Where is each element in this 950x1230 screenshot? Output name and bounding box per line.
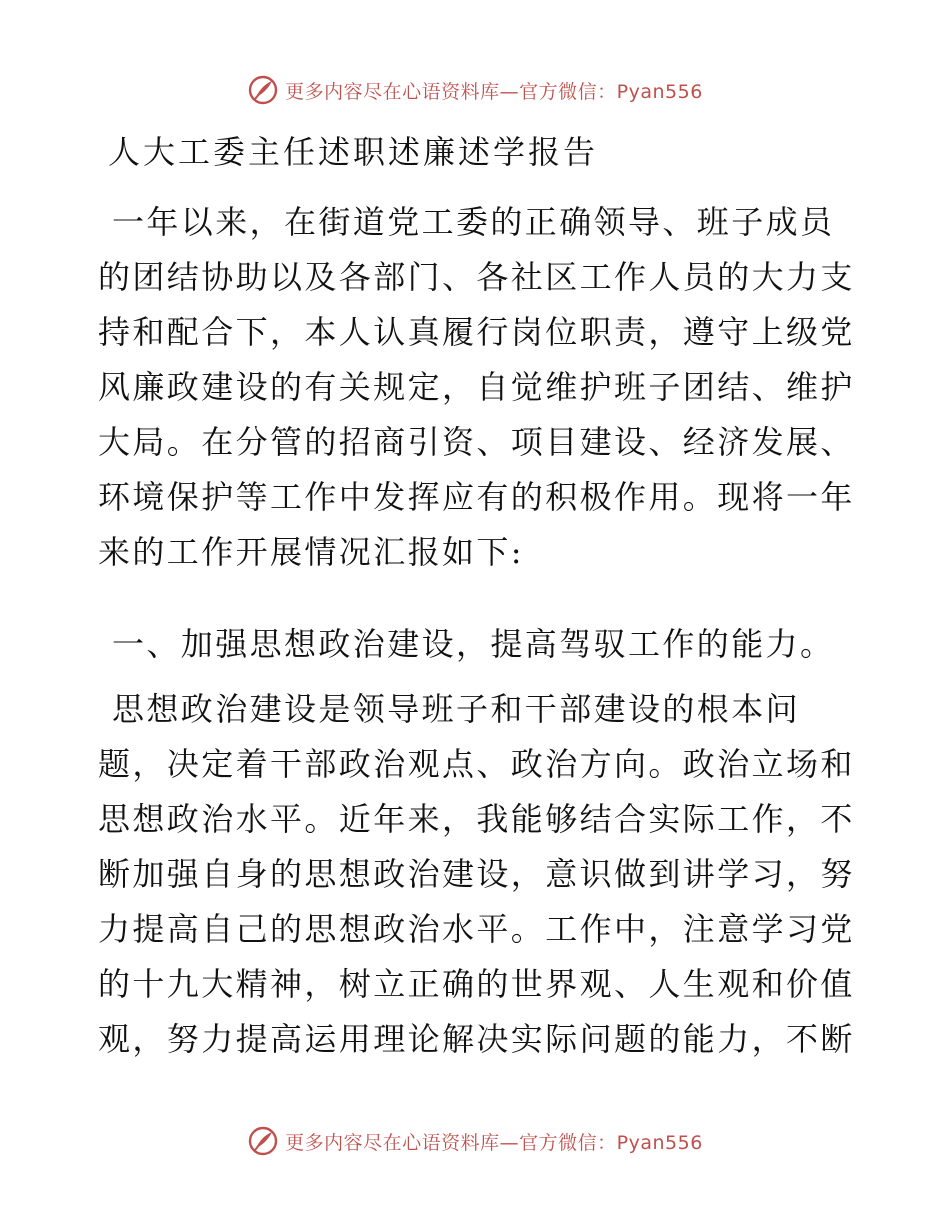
text-line: 题，决定着干部政治观点、政治方向。政治立场和 [98,745,855,783]
text-line: 思想政治建设是领导班子和干部建设的根本问 [112,690,801,728]
text-line: 观，努力提高运用理论解决实际问题的能力，不断 [98,1020,855,1058]
text-line: 环境保护等工作中发挥应有的积极作用。现将一年 [98,478,855,516]
section-heading [98,617,858,672]
text-line: 的团结协助以及各部门、各社区工作人员的大力支 [98,258,855,296]
text-line: 一年以来，在街道党工委的正确领导、班子成员 [112,203,835,241]
document-title: 人大工委主任述职述廉述学报告 [108,133,599,171]
text-line: 持和配合下，本人认真履行岗位职责，遵守上级党 [98,313,855,351]
watermark-text: 更多内容尽在心语资料库—官方微信：Pyan556 [285,80,703,103]
footer-watermark [0,1121,950,1161]
header-watermark [0,70,950,110]
feather-pen-logo-icon [247,74,279,106]
text-line: 风廉政建设的有关规定，自觉维护班子团结、维护 [98,368,855,406]
text-line: 力提高自己的思想政治水平。工作中，注意学习党 [98,910,855,948]
watermark-text: 更多内容尽在心语资料库—官方微信：Pyan556 [285,1131,703,1154]
text-line: 的十九大精神，树立正确的世界观、人生观和价值 [98,965,855,1003]
paragraph-political-construction [98,682,858,1067]
text-line: 思想政治水平。近年来，我能够结合实际工作，不 [98,800,855,838]
section-heading-text: 一、加强思想政治建设，提高驾驭工作的能力。 [112,625,835,663]
text-line: 断加强自身的思想政治建设，意识做到讲学习，努 [98,855,855,893]
text-line: 来的工作开展情况汇报如下: [98,533,524,571]
text-line: 大局。在分管的招商引资、项目建设、经济发展、 [98,423,855,461]
feather-pen-logo-icon [247,1125,279,1157]
paragraph-intro [98,195,858,580]
